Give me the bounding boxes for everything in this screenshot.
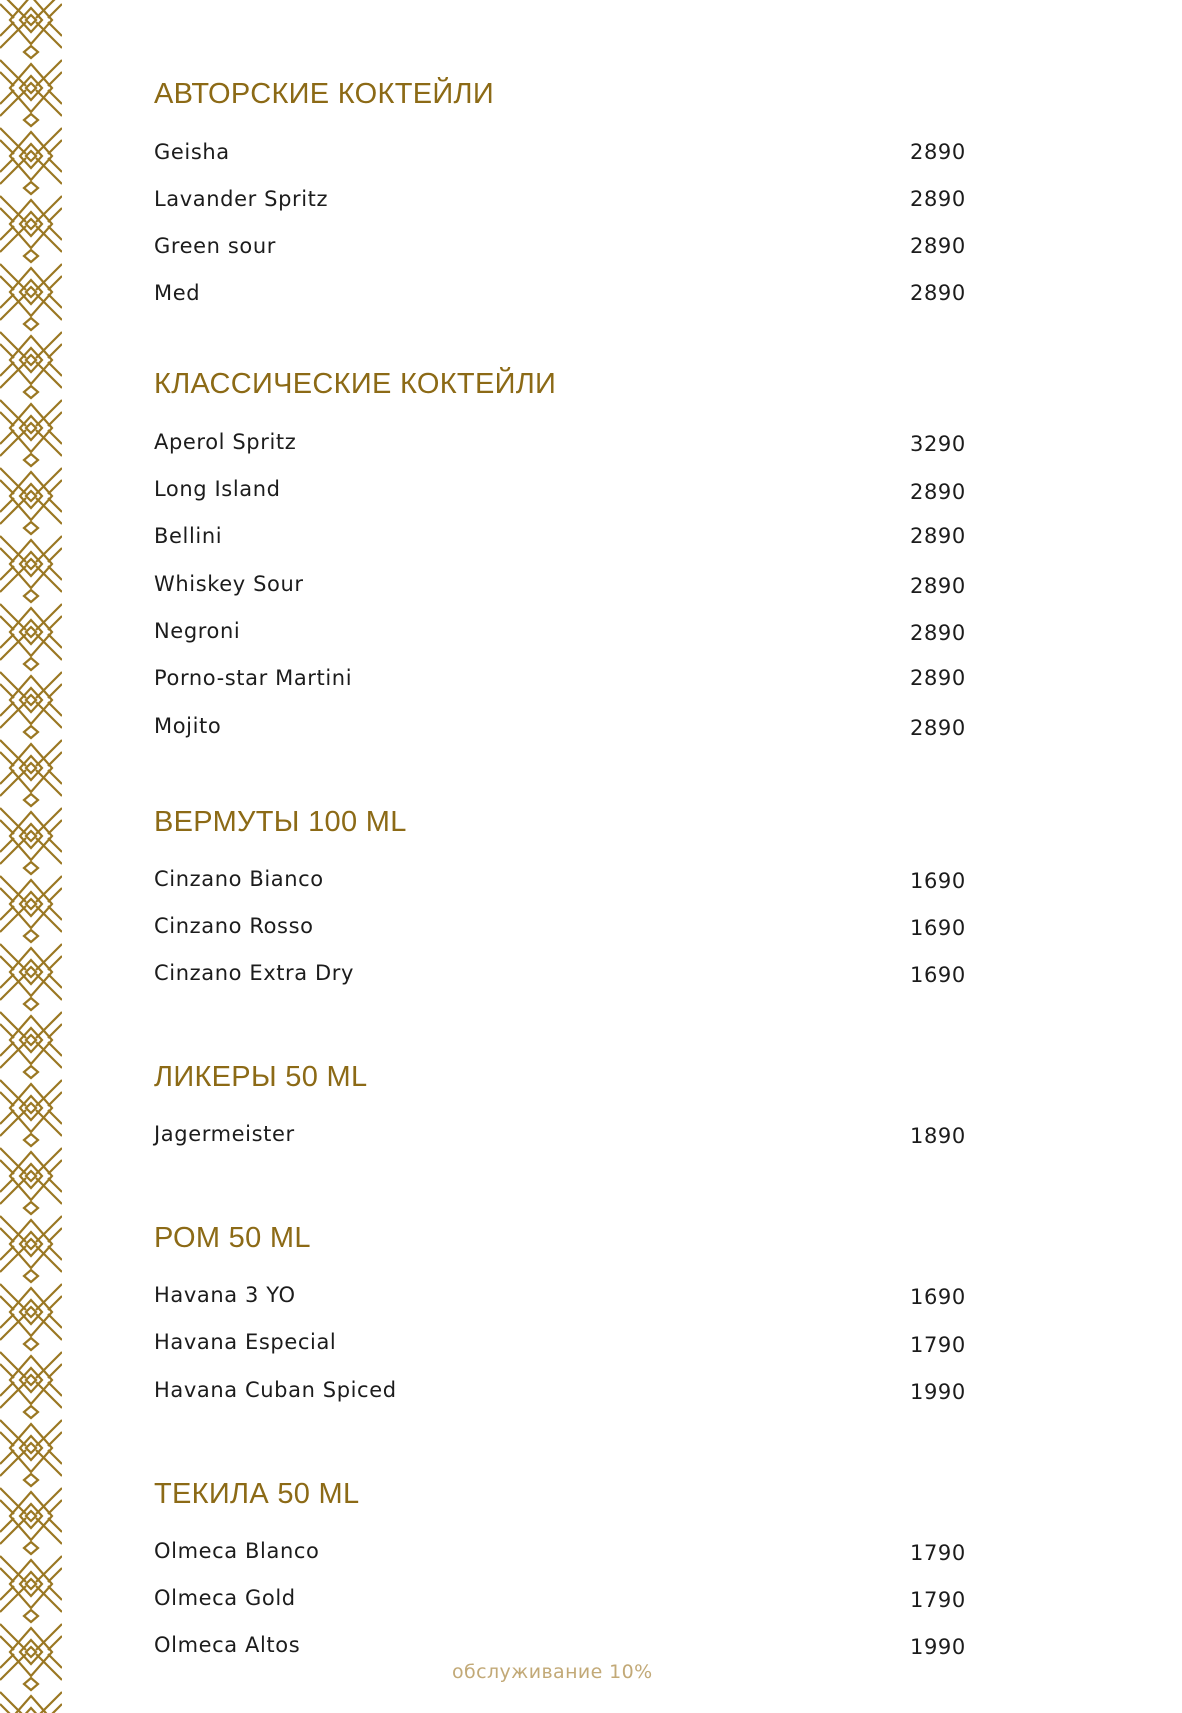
menu-item-name: Jagermeister (154, 1122, 295, 1146)
menu-item-price: 1790 (910, 1541, 966, 1565)
menu-item-price: 1990 (910, 1635, 966, 1659)
ornament-motif-icon (0, 876, 62, 942)
menu-item-price: 1690 (910, 963, 966, 987)
menu-item-name: Olmeca Altos (154, 1633, 301, 1657)
menu-item-price: 1690 (910, 1285, 966, 1309)
ornament-motif-icon (0, 740, 62, 806)
ornament-motif-icon (0, 1148, 62, 1214)
section-title-vermouths: ВЕРМУТЫ 100 ML (154, 806, 407, 838)
ornament-motif-icon (0, 1624, 62, 1690)
menu-item-name: Havana Especial (154, 1330, 337, 1354)
menu-item-name: Long Island (154, 477, 281, 501)
ornament-motif-icon (0, 1420, 62, 1486)
menu-item-name: Olmeca Gold (154, 1586, 296, 1610)
menu-item-price: 3290 (910, 432, 966, 456)
menu-item-price: 2890 (910, 574, 966, 598)
menu-item-price: 2890 (910, 524, 966, 548)
menu-item-name: Havana 3 YO (154, 1283, 296, 1307)
ornament-motif-icon (0, 1692, 62, 1713)
ornament-motif-icon (0, 196, 62, 262)
section-title-tequila: ТЕКИЛА 50 ML (154, 1478, 360, 1510)
menu-item-name: Cinzano Extra Dry (154, 961, 355, 985)
menu-item-price: 2890 (910, 666, 966, 690)
menu-item-name: Mojito (154, 714, 222, 738)
ornament-motif-icon (0, 1216, 62, 1282)
menu-item-price: 1790 (910, 1588, 966, 1612)
menu-item-name: Aperol Spritz (154, 430, 297, 454)
ornament-motif-icon (0, 1556, 62, 1622)
section-title-classic-cocktails: КЛАССИЧЕСКИЕ КОКТЕЙЛИ (154, 368, 557, 400)
section-title-liqueurs: ЛИКЕРЫ 50 ML (154, 1061, 368, 1093)
menu-item-name: Med (154, 281, 201, 305)
service-charge-note: обслуживание 10% (452, 1661, 653, 1683)
menu-item-price: 2890 (910, 187, 966, 211)
ornament-motif-icon (0, 536, 62, 602)
section-title-rum: РОМ 50 ML (154, 1222, 311, 1254)
menu-item-price: 1690 (910, 869, 966, 893)
menu-item-price: 2890 (910, 140, 966, 164)
menu-item-name: Lavander Spritz (154, 187, 329, 211)
menu-item-name: Whiskey Sour (154, 572, 304, 596)
menu-item-name: Porno-star Martini (154, 666, 353, 690)
ornament-motif-icon (0, 808, 62, 874)
menu-item-name: Green sour (154, 234, 277, 258)
menu-item-price: 2890 (910, 621, 966, 645)
menu-item-name: Negroni (154, 619, 241, 643)
menu-item-price: 1690 (910, 916, 966, 940)
ornament-motif-icon (0, 672, 62, 738)
ornament-motif-icon (0, 1352, 62, 1418)
ornament-motif-icon (0, 0, 62, 58)
ornament-motif-icon (0, 1080, 62, 1146)
ornament-motif-icon (0, 1012, 62, 1078)
menu-item-name: Cinzano Rosso (154, 914, 314, 938)
ornament-motif-icon (0, 1488, 62, 1554)
ornament-motif-icon (0, 264, 62, 330)
ornament-motif-icon (0, 944, 62, 1010)
ornament-border (0, 0, 62, 1713)
menu-item-price: 2890 (910, 281, 966, 305)
menu-item-price: 2890 (910, 234, 966, 258)
ornament-motif-icon (0, 60, 62, 126)
menu-item-price: 1790 (910, 1333, 966, 1357)
menu-item-price: 2890 (910, 716, 966, 740)
menu-item-name: Olmeca Blanco (154, 1539, 320, 1563)
menu-item-name: Bellini (154, 524, 223, 548)
menu-item-price: 2890 (910, 480, 966, 504)
section-title-author-cocktails: АВТОРСКИЕ КОКТЕЙЛИ (154, 78, 495, 110)
ornament-motif-icon (0, 128, 62, 194)
menu-item-price: 1990 (910, 1380, 966, 1404)
menu-item-name: Geisha (154, 140, 230, 164)
ornament-motif-icon (0, 468, 62, 534)
ornament-motif-icon (0, 400, 62, 466)
ornament-motif-icon (0, 604, 62, 670)
menu-item-price: 1890 (910, 1124, 966, 1148)
ornament-motif-icon (0, 332, 62, 398)
menu-item-name: Havana Cuban Spiced (154, 1378, 397, 1402)
menu-item-name: Cinzano Bianco (154, 867, 324, 891)
ornament-motif-icon (0, 1284, 62, 1350)
